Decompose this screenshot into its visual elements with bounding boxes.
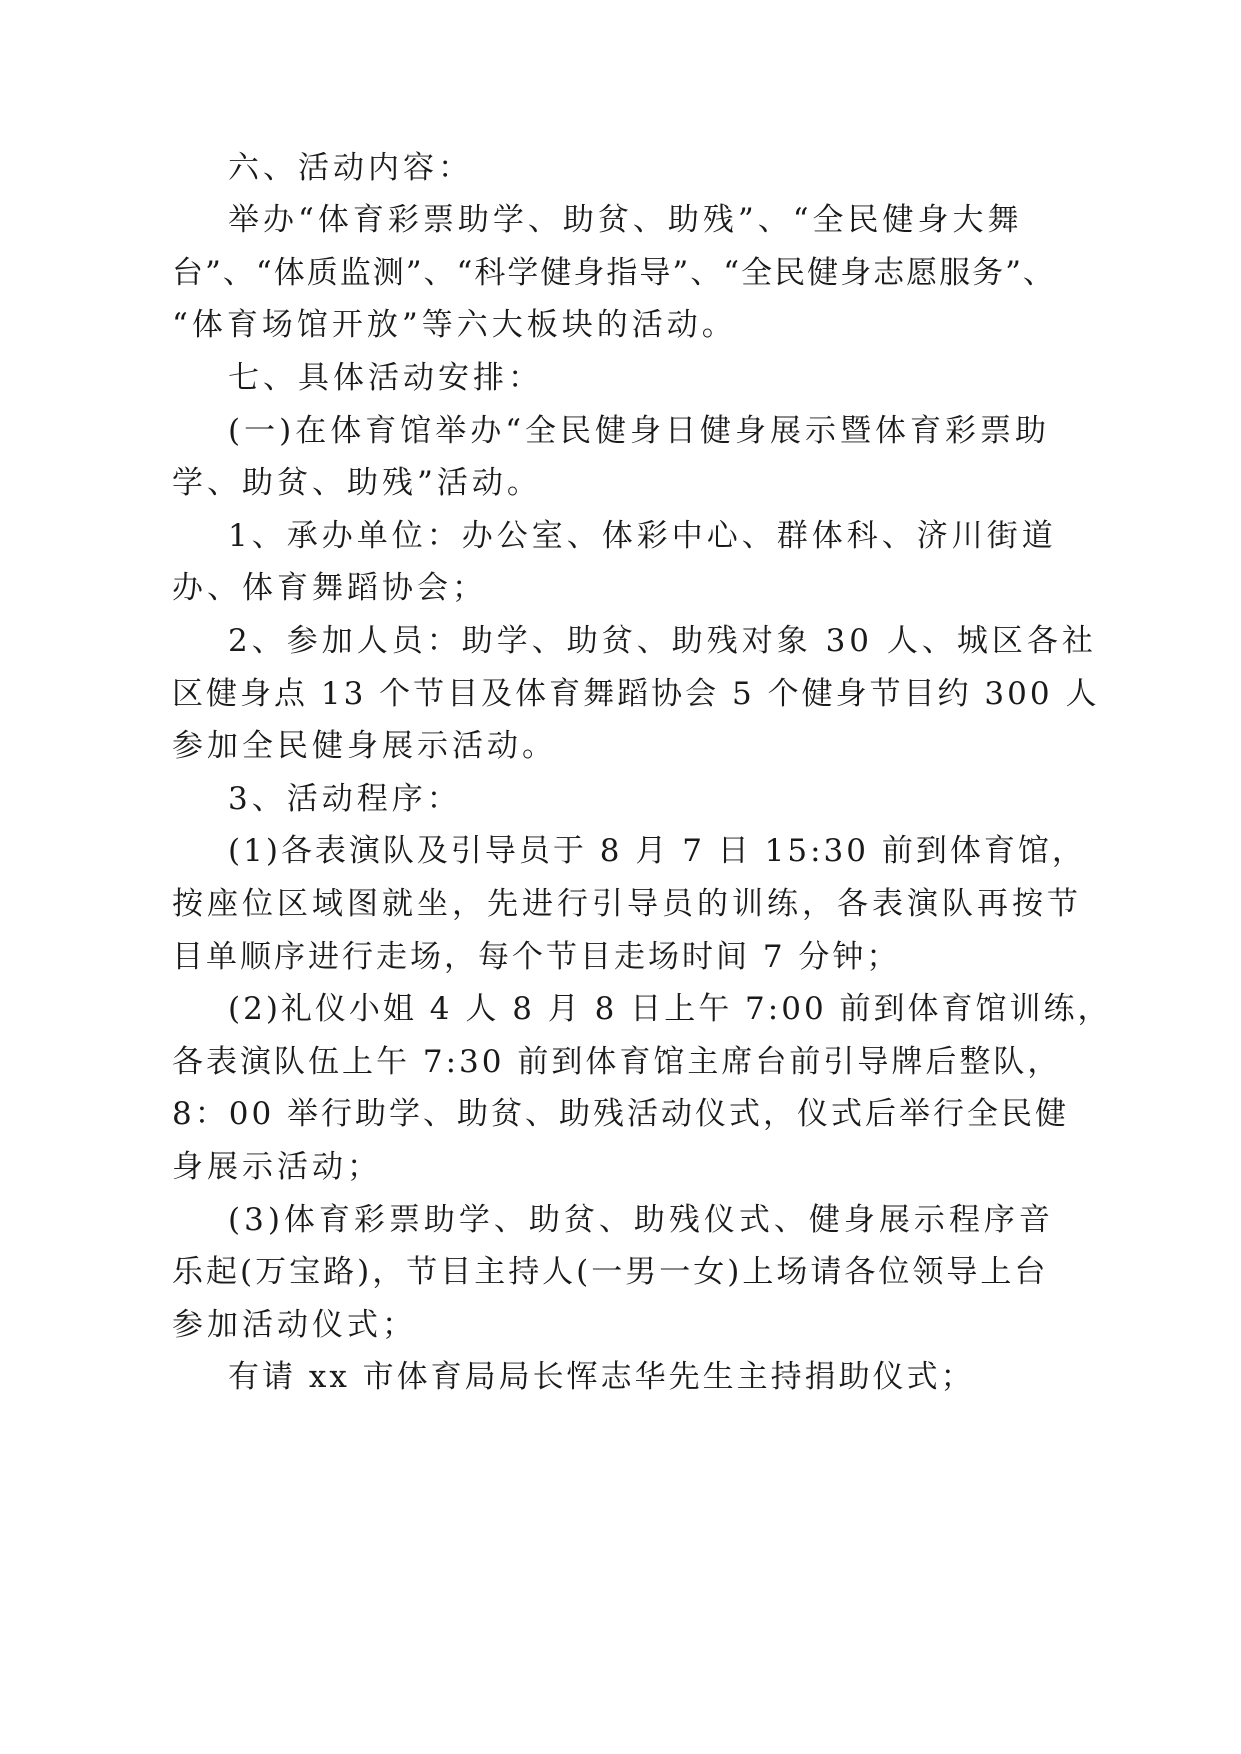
sub-list-item: (2)礼仪小姐 4 人 8 月 8 日上午 7:00 前到体育馆训练， — [228, 991, 1112, 1027]
text-line: 办、体育舞蹈协会； — [172, 570, 487, 606]
sub-list-item: (3)体育彩票助学、助贫、助残仪式、健身展示程序音 — [228, 1202, 1054, 1238]
text-line: 举办“体育彩票助学、助贫、助残”、“全民健身大舞 — [228, 202, 1023, 238]
section-heading-activity-content: 六、活动内容： — [228, 150, 473, 186]
subsection-heading: (一)在体育馆举办“全民健身日健身展示暨体育彩票助 — [228, 413, 1051, 449]
text-line: 各表演队伍上午 7:30 前到体育馆主席台前引导牌后整队， — [172, 1044, 1062, 1080]
sub-list-item: (1)各表演队及引导员于 8 月 7 日 15:30 前到体育馆， — [228, 833, 1086, 869]
text-line: 目单顺序进行走场，每个节目走场时间 7 分钟； — [172, 939, 901, 975]
list-item: 3、活动程序： — [228, 781, 462, 817]
text-line: 参加全民健身展示活动。 — [172, 728, 557, 764]
section-heading-activity-arrangement: 七、具体活动安排： — [228, 360, 543, 396]
text-line: “体育场馆开放”等六大板块的活动。 — [172, 307, 737, 343]
text-line: 身展示活动； — [172, 1149, 382, 1185]
text-line: 台”、“体质监测”、“科学健身指导”、“全民健身志愿服务”、 — [172, 255, 1056, 291]
text-line: 学、助贫、助残”活动。 — [172, 465, 542, 501]
text-line: 参加活动仪式； — [172, 1307, 417, 1343]
text-line: 区健身点 13 个节目及体育舞蹈协会 5 个健身节目约 300 人 — [172, 676, 1100, 712]
list-item: 1、承办单位：办公室、体彩中心、群体科、济川街道 — [228, 518, 1057, 554]
text-line: 有请 xx 市体育局局长恽志华先生主持捐助仪式； — [228, 1359, 975, 1395]
text-line: 8：00 举行助学、助贫、助残活动仪式，仪式后举行全民健 — [172, 1096, 1070, 1132]
text-line: 乐起(万宝路)，节目主持人(一男一女)上场请各位领导上台 — [172, 1254, 1049, 1290]
text-line: 按座位区域图就坐，先进行引导员的训练，各表演队再按节 — [172, 886, 1082, 922]
list-item: 2、参加人员：助学、助贫、助残对象 30 人、城区各社 — [228, 623, 1097, 659]
